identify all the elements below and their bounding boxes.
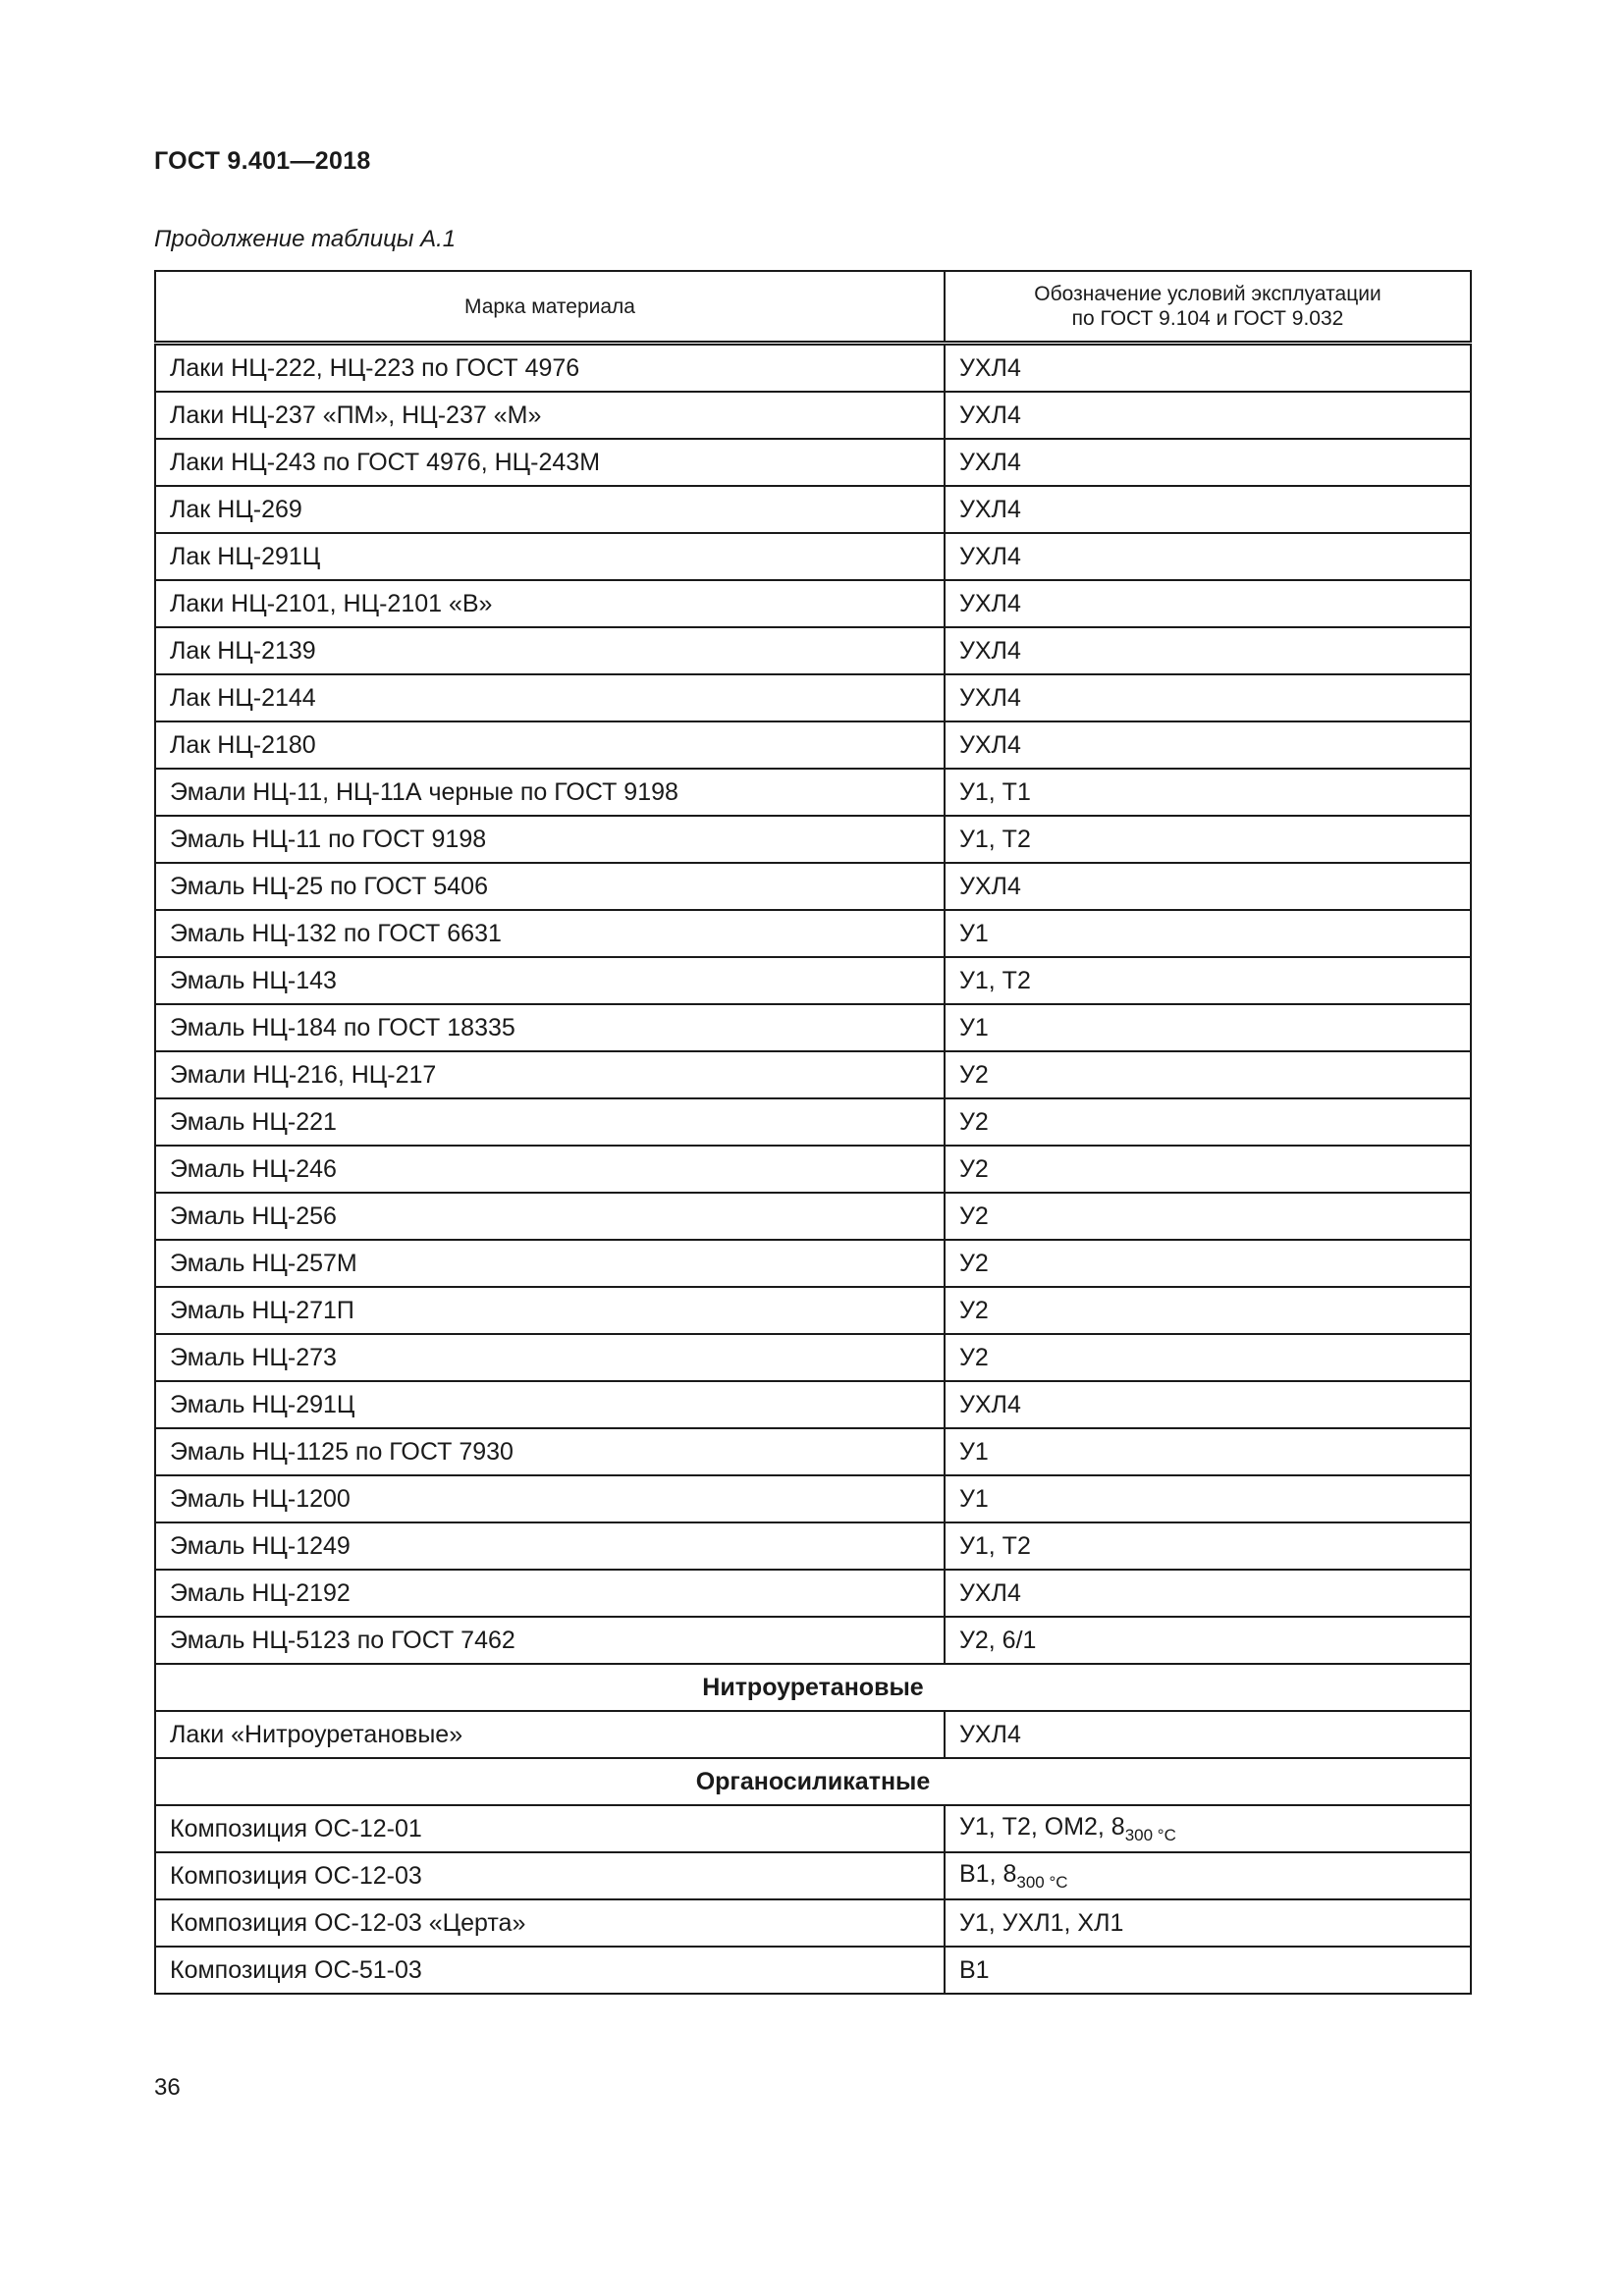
material-cell: Композиция ОС-12-03 [155,1852,945,1899]
condition-cell: У2 [945,1146,1471,1193]
condition-cell: У2, 6/1 [945,1617,1471,1664]
table-row [155,957,1471,1004]
table-row [155,580,1471,627]
condition-cell: УХЛ4 [945,580,1471,627]
condition-main: В1, 8 [959,1859,1017,1888]
table-row [155,1240,1471,1287]
table-row [155,769,1471,816]
condition-cell: У1, Т1 [945,769,1471,816]
condition-cell: УХЛ4 [945,1711,1471,1758]
condition-cell: УХЛ4 [945,1570,1471,1617]
material-cell: Эмаль НЦ-143 [155,957,945,1004]
table-row [155,1617,1471,1664]
table-row [155,486,1471,533]
table-row [155,344,1471,393]
material-cell: Лак НЦ-2139 [155,627,945,674]
section-nitrourethane: Нитроуретановые [155,1664,1471,1711]
table-row [155,1570,1471,1617]
material-cell: Эмаль НЦ-271П [155,1287,945,1334]
table-row [155,1334,1471,1381]
condition-cell: У1 [945,1428,1471,1475]
header-conditions-line1: Обозначение условий эксплуатации [1034,283,1381,305]
table-row [155,1475,1471,1522]
condition-cell: У1, УХЛ1, ХЛ1 [945,1899,1471,1947]
table-row [155,721,1471,769]
material-cell: Эмаль НЦ-291Ц [155,1381,945,1428]
material-cell: Лаки НЦ-237 «ПМ», НЦ-237 «М» [155,392,945,439]
material-cell: Эмаль НЦ-11 по ГОСТ 9198 [155,816,945,863]
table-row [155,674,1471,721]
document-title: ГОСТ 9.401—2018 [154,147,371,175]
table-row [155,1852,1471,1899]
condition-cell: У1 [945,910,1471,957]
condition-cell: УХЛ4 [945,344,1471,393]
material-cell: Лаки НЦ-2101, НЦ-2101 «В» [155,580,945,627]
page-number: 36 [154,2074,181,2101]
condition-cell: У2 [945,1287,1471,1334]
condition-cell: УХЛ4 [945,627,1471,674]
condition-cell: У2 [945,1098,1471,1146]
table-header-row [155,271,1471,344]
condition-main: У1, Т2, ОМ2, 8 [959,1812,1125,1841]
header-conditions [945,271,1471,344]
condition-cell: У1 [945,1004,1471,1051]
condition-cell [945,1805,1471,1852]
material-cell: Эмаль НЦ-184 по ГОСТ 18335 [155,1004,945,1051]
material-cell: Эмали НЦ-216, НЦ-217 [155,1051,945,1098]
table-row [155,1146,1471,1193]
material-cell: Эмаль НЦ-1125 по ГОСТ 7930 [155,1428,945,1475]
condition-cell [945,1852,1471,1899]
material-cell: Эмаль НЦ-221 [155,1098,945,1146]
table-row [155,1098,1471,1146]
table-row [155,392,1471,439]
section-organosilicate: Органосиликатные [155,1758,1471,1805]
material-cell: Эмаль НЦ-273 [155,1334,945,1381]
condition-cell: УХЛ4 [945,392,1471,439]
condition-cell: У1 [945,1475,1471,1522]
material-cell: Композиция ОС-12-01 [155,1805,945,1852]
table-caption: Продолжение таблицы А.1 [154,226,457,252]
table-row [155,627,1471,674]
table-row [155,533,1471,580]
materials-table [154,270,1472,1995]
table-row [155,816,1471,863]
table-row [155,1522,1471,1570]
header-conditions-line2: по ГОСТ 9.104 и ГОСТ 9.032 [1071,307,1344,330]
condition-cell: У1, Т2 [945,1522,1471,1570]
condition-cell: УХЛ4 [945,486,1471,533]
table-row [155,439,1471,486]
condition-cell: УХЛ4 [945,674,1471,721]
table-row [155,1805,1471,1852]
material-cell: Эмаль НЦ-256 [155,1193,945,1240]
material-cell: Эмаль НЦ-1249 [155,1522,945,1570]
condition-cell: УХЛ4 [945,439,1471,486]
table-body [155,344,1471,1665]
table-row [155,1287,1471,1334]
table-row [155,1193,1471,1240]
material-cell: Эмаль НЦ-257М [155,1240,945,1287]
table-row [155,1381,1471,1428]
condition-cell: У1, Т2 [945,816,1471,863]
material-cell: Эмаль НЦ-25 по ГОСТ 5406 [155,863,945,910]
material-cell: Композиция ОС-12-03 «Церта» [155,1899,945,1947]
material-cell: Лаки НЦ-222, НЦ-223 по ГОСТ 4976 [155,344,945,393]
material-cell: Лак НЦ-291Ц [155,533,945,580]
condition-cell: У2 [945,1193,1471,1240]
material-cell: Эмаль НЦ-1200 [155,1475,945,1522]
material-cell: Эмаль НЦ-5123 по ГОСТ 7462 [155,1617,945,1664]
table-body-sections [155,1664,1471,1994]
condition-cell: У1, Т2 [945,957,1471,1004]
condition-cell: У2 [945,1334,1471,1381]
material-cell: Лак НЦ-2144 [155,674,945,721]
material-cell: Эмаль НЦ-132 по ГОСТ 6631 [155,910,945,957]
condition-cell: УХЛ4 [945,1381,1471,1428]
table-row [155,1051,1471,1098]
condition-cell: У2 [945,1240,1471,1287]
material-cell: Композиция ОС-51-03 [155,1947,945,1994]
section-row [155,1758,1471,1805]
material-cell: Эмаль НЦ-2192 [155,1570,945,1617]
material-cell: Лак НЦ-269 [155,486,945,533]
table-row [155,1711,1471,1758]
material-cell: Эмали НЦ-11, НЦ-11А черные по ГОСТ 9198 [155,769,945,816]
table-row [155,1428,1471,1475]
table-row [155,1899,1471,1947]
condition-cell: УХЛ4 [945,863,1471,910]
table-row [155,1004,1471,1051]
condition-subscript: 300 °С [1016,1872,1068,1892]
condition-cell: УХЛ4 [945,533,1471,580]
condition-cell: В1 [945,1947,1471,1994]
header-material: Марка материала [155,271,945,344]
material-cell: Лак НЦ-2180 [155,721,945,769]
material-cell: Эмаль НЦ-246 [155,1146,945,1193]
table-row [155,863,1471,910]
condition-subscript: 300 °С [1124,1825,1176,1844]
material-cell: Лаки «Нитроуретановые» [155,1711,945,1758]
table-row [155,910,1471,957]
material-cell: Лаки НЦ-243 по ГОСТ 4976, НЦ-243М [155,439,945,486]
condition-cell: УХЛ4 [945,721,1471,769]
table-row [155,1947,1471,1994]
section-row [155,1664,1471,1711]
condition-cell: У2 [945,1051,1471,1098]
